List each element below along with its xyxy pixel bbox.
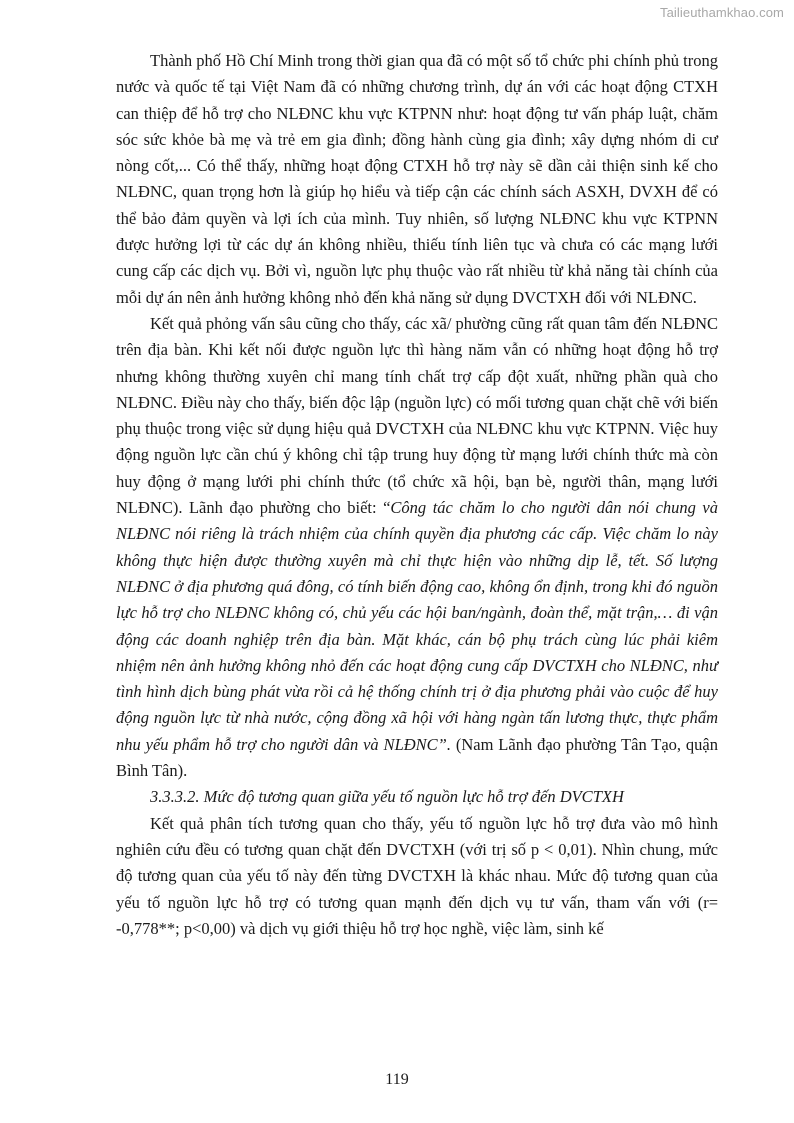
paragraph-1: Thành phố Hồ Chí Minh trong thời gian qua đã có một số tổ chức phi chính phủ trong nước và quốc tế tại Việt Nam đã có những chương trình, dự án với các hoạt động CTXH can thiệp để hỗ trợ cho NLĐNC khu vực KTPNN như: hoạt động tư vấn pháp luật, chăm sóc sức khỏe bà mẹ và trẻ em gia đình; đồng hành cùng gia đình; xây dựng nhóm di cư nòng cốt,... Có thể thấy, những hoạt động CTXH hỗ trợ này sẽ dần cải thiện sinh kế cho NLĐNC, quan trọng hơn là giúp họ hiểu và tiếp cận các chính sách ASXH, DVXH để có thể bảo đảm quyền và lợi ích của mình. Tuy nhiên, số lượng NLĐNC khu vực KTPNN được hưởng lợi từ các dự án không nhiều, thiếu tính liên tục và chưa có các mạng lưới cung cấp các dịch vụ. Bởi vì, nguồn lực phụ thuộc vào rất nhiều từ khả năng tài chính của mỗi dự án nên ảnh hưởng không nhỏ đến khả năng sử dụng DVCTXH đối với NLĐNC.: [116, 51, 718, 307]
paragraph-2-text: Kết quả phỏng vấn sâu cũng cho thấy, các xã/ phường cũng rất quan tâm đến NLĐNC trên địa bàn. Khi kết nối được nguồn lực thì hàng năm vẫn có những hoạt động hỗ trợ nhưng không thường xuyên chỉ mang tính chất trợ cấp đột xuất, những phần quà cho NLĐNC. Điều này cho thấy, biến độc lập (nguồn lực) có mối tương quan chặt chẽ với biến phụ thuộc trong việc sử dụng hiệu quả DVCTXH của NLĐNC khu vực KTPNN. Việc huy động nguồn lực cần chú ý không chỉ tập trung huy động từ mạng lưới chính thức mà còn huy động ở mạng lưới phi chính thức (tổ chức xã hội, bạn bè, người thân, mạng lưới NLĐNC). Lãnh đạo phường cho biết: “: [116, 313, 718, 518]
page-number: 119: [385, 1071, 409, 1088]
watermark: Tailieuthamkhao.com: [659, 5, 784, 20]
paragraph-3: Kết quả phân tích tương quan cho thấy, yếu tố nguồn lực hỗ trợ đưa vào mô hình nghiên cứu đều có tương quan chặt đến DVCTXH (với trị số p < 0,01). Nhìn chung, mức độ tương quan của yếu tố này đến từng DVCTXH là khác nhau. Mức độ tương quan của yếu tố nguồn lực hỗ trợ có tương quan mạnh đến dịch vụ tư vấn, tham vấn với (r= -0,778**; p<0,00) và dịch vụ giới thiệu hỗ trợ học nghề, việc làm, sinh kế: [116, 813, 718, 938]
interview-quote: Công tác chăm lo cho người dân nói chung và NLĐNC nói riêng là trách nhiệm của chính quyền địa phương các cấp. Việc chăm lo này không thực hiện được thường xuyên mà chỉ thực hiện vào những dịp lễ, tết. Số lượng NLĐNC ở địa phương quá đông, có tính biến động cao, không ổn định, trong khi đó nguồn lực hỗ trợ cho NLĐNC không có, chủ yếu các hội ban/ngành, đoàn thể, mặt trận,… đi vận động các doanh nghiệp trên địa bàn. Mặt khác, cán bộ phụ trách cùng lúc phải kiêm nhiệm nên ảnh hưởng không nhỏ đến các hoạt động cung cấp DVCTXH cho NLĐNC, như tình hình dịch bùng phát vừa rồi cả hệ thống chính trị ở địa phương phải vào cuộc để huy động nguồn lực từ nhà nước, cộng đồng xã hội với hàng ngàn tấn lương thực, thực phẩm nhu yếu phẩm hỗ trợ cho người dân và NLĐNC”.: [116, 498, 718, 754]
document-body: [116, 48, 718, 942]
section-heading: 3.3.3.2. Mức độ tương quan giữa yếu tố nguồn lực hỗ trợ đến DVCTXH: [150, 787, 624, 807]
paragraph-2: [116, 311, 718, 784]
quote-source: (Nam Lãnh đạo phường Tân Tạo, quận Bình Tân).: [116, 734, 718, 781]
